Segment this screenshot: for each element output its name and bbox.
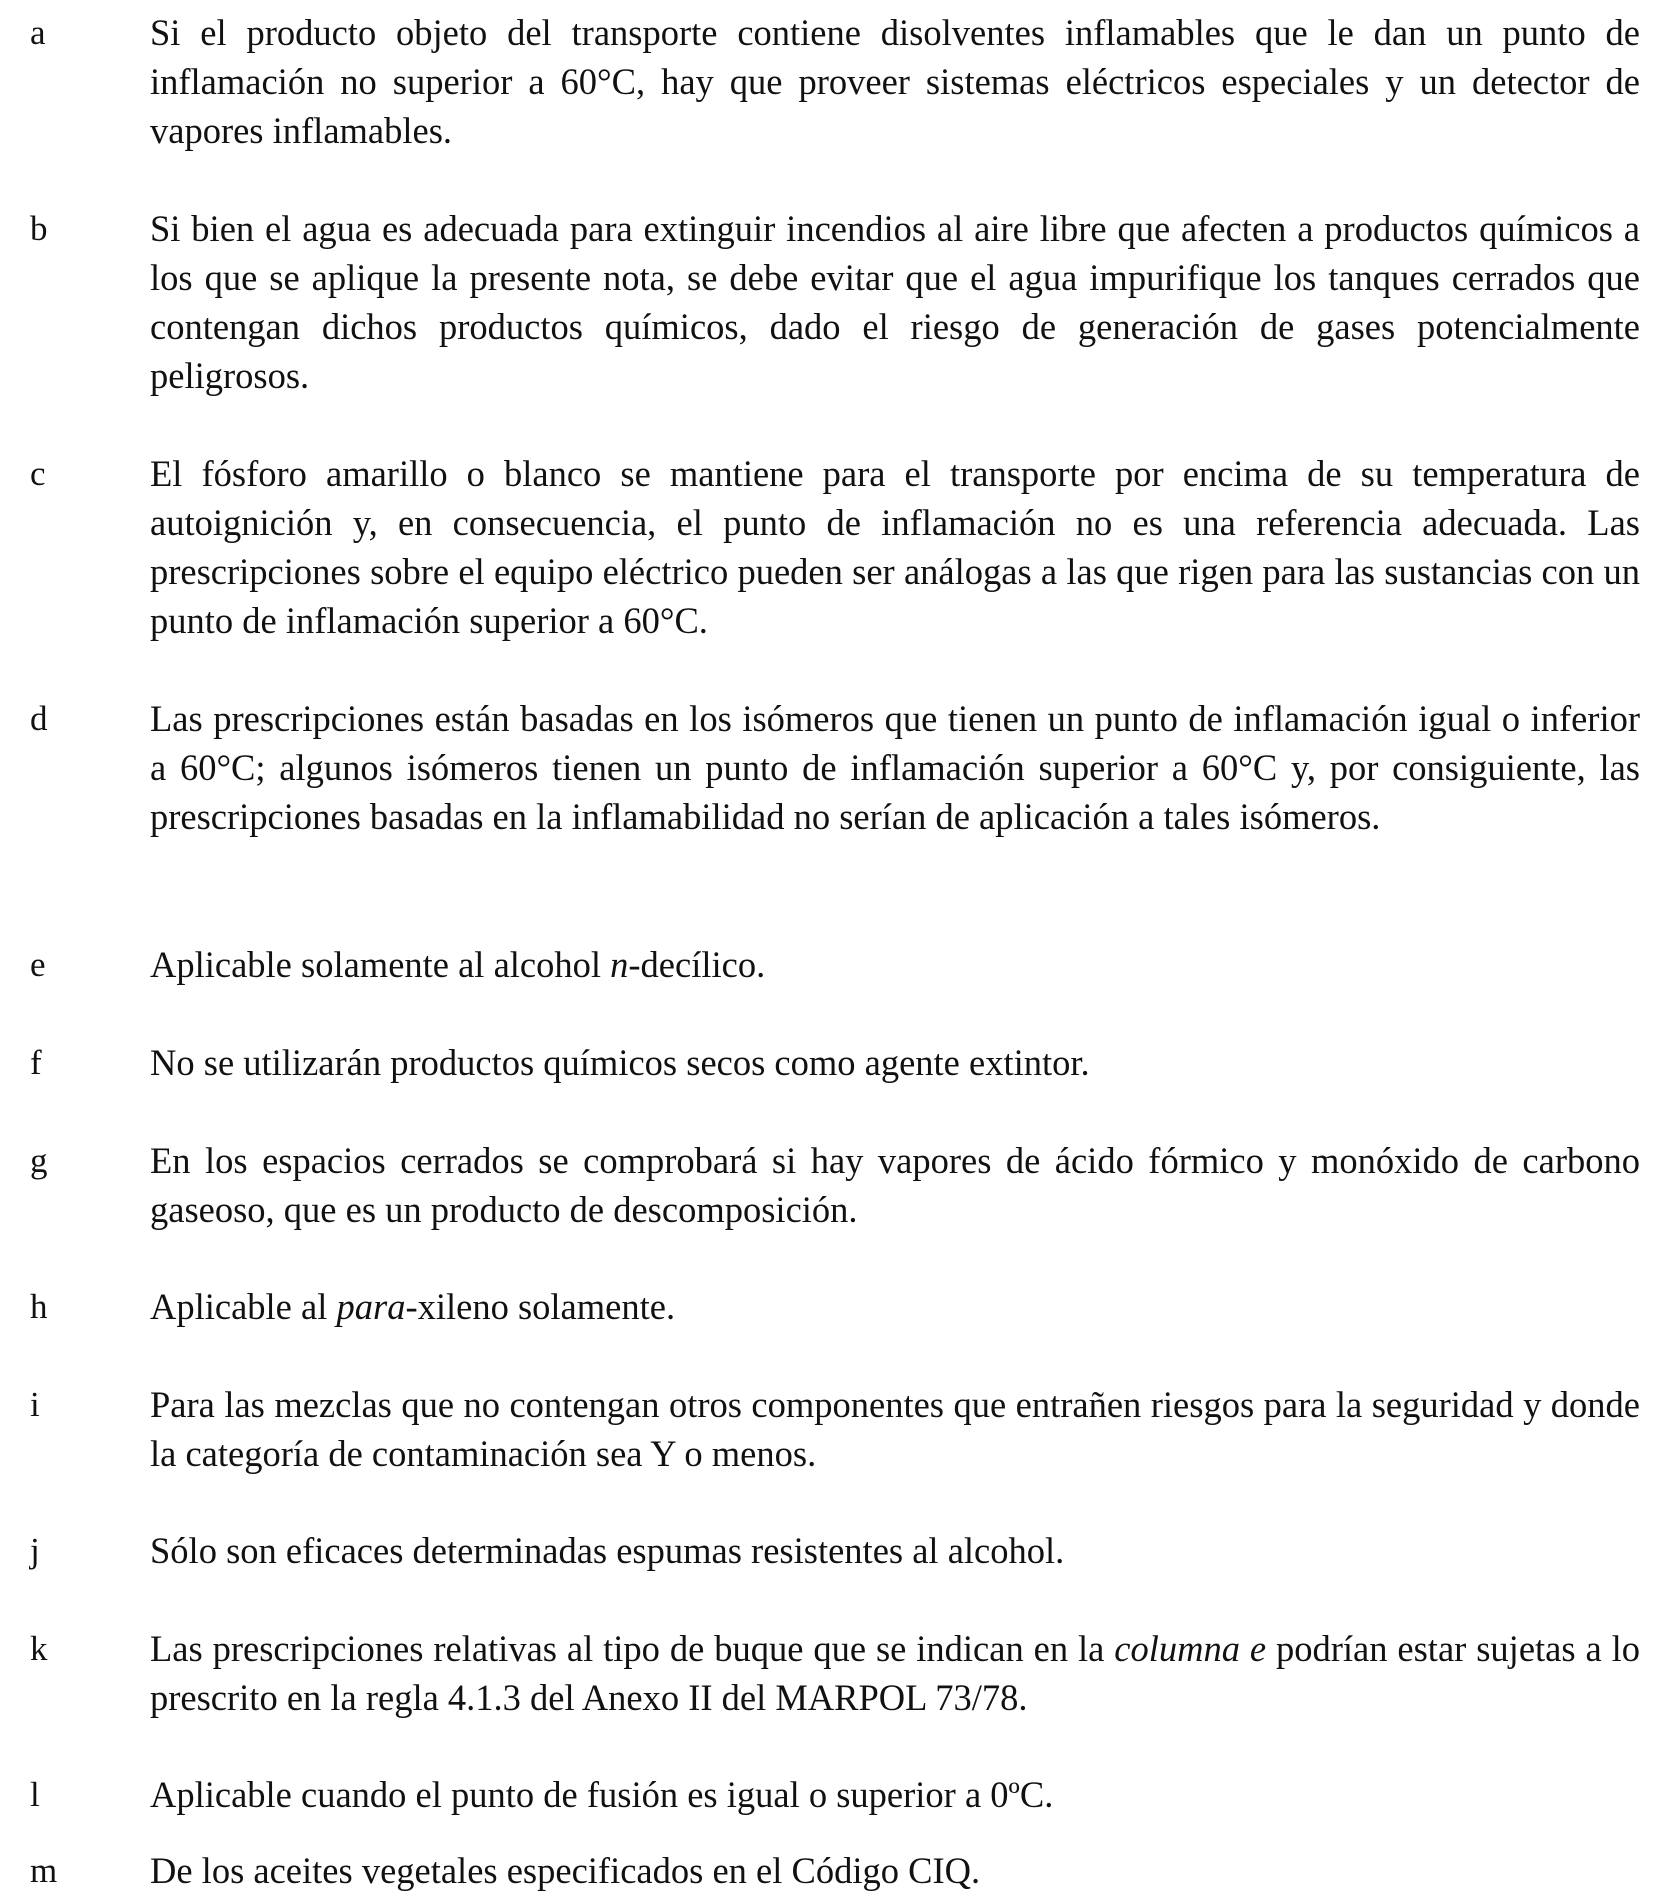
note-letter: c [30, 454, 46, 493]
note-text: Si bien el agua es adecuada para extinguir incendios al aire libre que afecten a productos químicos a los que se aplique la presente nota, se debe evitar que el agua impurifique los tanques cerrados que contengan dichos productos químicos, dado el riesgo de generación de gases potencialmente peligrosos. [150, 208, 1640, 396]
note-letter: j [30, 1531, 40, 1570]
note-text: Si el producto objeto del transporte contiene disolventes inflamables que le dan un punto de inflamación no superior a 60°C, hay que proveer sistemas eléctricos especiales y un detector de vapores inflamables. [150, 12, 1640, 151]
note-letter: e [30, 945, 46, 984]
note-letter: b [30, 209, 48, 248]
note-letter: h [30, 1287, 48, 1326]
note-letter: g [30, 1141, 48, 1180]
note-text: Las prescripciones relativas al tipo de buque que se indican en la columna e podrían estar sujetas a lo prescrito en la regla 4.1.3 del Anexo II del MARPOL 73/78. [150, 1628, 1640, 1718]
note-letter: f [30, 1043, 42, 1082]
note-text: No se utilizarán productos químicos secos como agente extintor. [150, 1042, 1090, 1083]
note-letter: k [30, 1629, 48, 1668]
note-letter: m [30, 1851, 58, 1890]
note-text: El fósforo amarillo o blanco se mantiene para el transporte por encima de su temperatura de autoignición y, en consecuencia, el punto de inflamación no es una referencia adecuada. Las prescripciones sobre el equipo eléctrico pueden ser análogas a las que rigen para las sustancias con un punto de inflamación superior a 60°C. [150, 453, 1640, 641]
note-letter: l [30, 1775, 40, 1814]
note-text: Las prescripciones están basadas en los isómeros que tienen un punto de inflamación igual o inferior a 60°C; algunos isómeros tienen un punto de inflamación superior a 60°C y, por consiguiente, las prescripciones basadas en la inflamabilidad no serían de aplicación a tales isómeros. [150, 698, 1640, 837]
note-letter: i [30, 1385, 40, 1424]
note-letter: a [30, 13, 46, 52]
note-text: Para las mezclas que no contengan otros componentes que entrañen riesgos para la seguridad y donde la categoría de contaminación sea Y o menos. [150, 1384, 1640, 1474]
note-text: Sólo son eficaces determinadas espumas resistentes al alcohol. [150, 1530, 1065, 1571]
note-text: De los aceites vegetales especificados en el Código CIQ. [150, 1850, 981, 1891]
note-letter: d [30, 699, 48, 738]
note-text: Aplicable solamente al alcohol n-decílico. [150, 944, 766, 985]
note-text: Aplicable cuando el punto de fusión es igual o superior a 0ºC. [150, 1774, 1054, 1815]
note-text: En los espacios cerrados se comprobará si hay vapores de ácido fórmico y monóxido de carbono gaseoso, que es un producto de descomposición. [150, 1140, 1640, 1230]
note-text: Aplicable al para-xileno solamente. [150, 1286, 676, 1327]
